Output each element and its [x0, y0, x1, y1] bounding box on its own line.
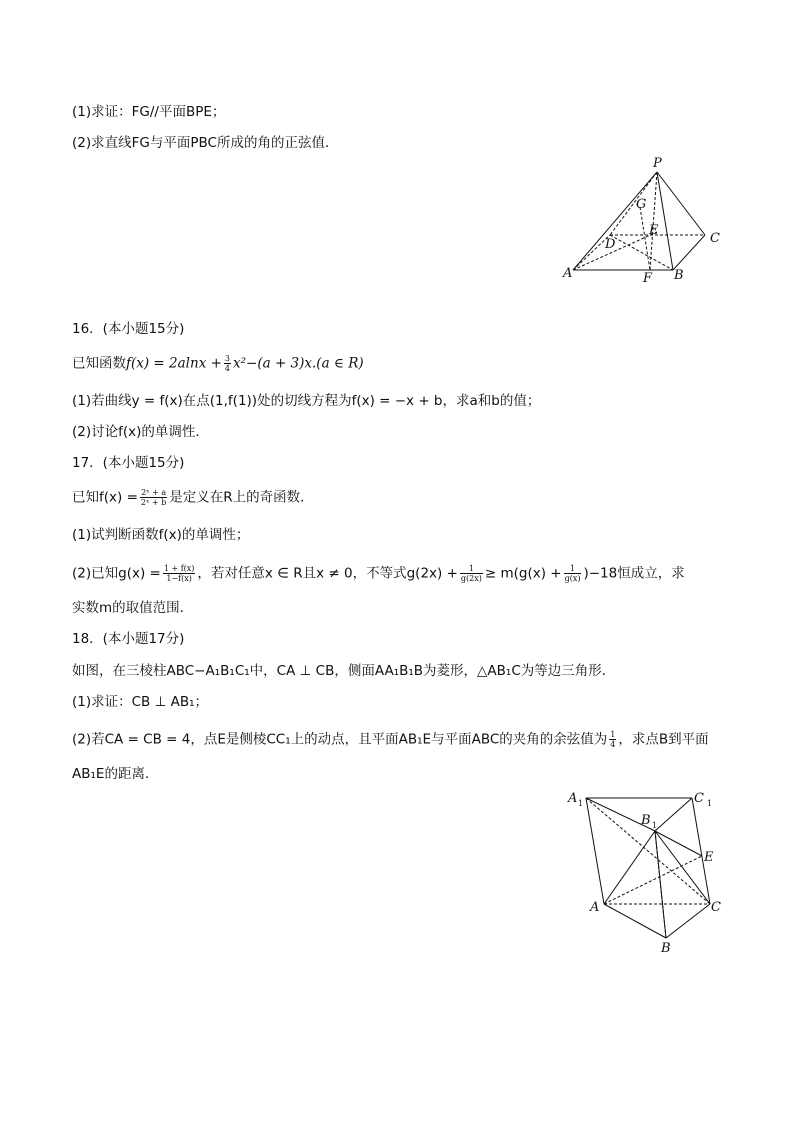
q18-stem: 如图，在三棱柱ABC−A₁B₁C₁中，CA ⊥ CB，侧面AA₁B₁B为菱形，△AB₁C为等边三角形．: [72, 663, 616, 679]
q18-part2-line2: AB₁E的距离．: [72, 766, 159, 782]
label-C1: C: [694, 791, 704, 806]
q15-part1: (1)求证：FG//平面BPE；: [72, 104, 226, 120]
q16-expr-b: x²−(a + 3)x.(a ∈ R): [233, 355, 364, 372]
label-B: B: [661, 941, 671, 956]
pyramid-figure: [555, 152, 730, 287]
q16-fraction: $\frac{3}{4}$: [224, 354, 230, 373]
label-D: D: [605, 237, 616, 252]
q18-header: 18．(本小题17分): [72, 631, 185, 647]
q17-part2-line2: 实数m的取值范围．: [72, 600, 194, 616]
q16-stem-prefix: 已知函数: [72, 355, 126, 372]
label-B: B: [674, 268, 684, 283]
label-A: A: [563, 266, 573, 281]
q17-stem-suffix: 是定义在R上的奇函数．: [169, 489, 314, 506]
q17-stem-prefix: 已知f(x) =: [72, 489, 138, 506]
q17-frac1: $\frac{1 + f(x)}{1-f(x)}$: [163, 564, 195, 583]
q18-part1: (1)求证：CB ⊥ AB₁；: [72, 694, 209, 710]
q17-frac3: $\frac{1}{g(x)}$: [564, 564, 581, 583]
label-C: C: [710, 231, 720, 246]
label-A: A: [590, 900, 600, 915]
label-C1-sub: 1: [707, 799, 713, 808]
q16-header: 16．(本小题15分): [72, 321, 185, 337]
q17-stem: [72, 488, 314, 507]
q18-part2: [72, 730, 709, 749]
q17-part2-c: ≥ m(g(x) +: [484, 565, 562, 582]
label-A1: A: [568, 791, 578, 806]
q18-part2-a: (2)若CA = CB = 4，点E是侧棱CC₁上的动点，且平面AB₁E与平面ABC的夹角的余弦值为: [72, 731, 608, 748]
label-B1: B: [641, 813, 651, 828]
label-E: E: [704, 850, 714, 865]
q16-part2: (2)讨论f(x)的单调性．: [72, 424, 209, 440]
q17-part2-b: ，若对任意x ∈ R且x ≠ 0，不等式g(2x) +: [197, 565, 458, 582]
q17-frac2: $\frac{1}{g(2x)}$: [460, 564, 482, 583]
q16-stem: [72, 354, 364, 373]
q16-expr-a: f(x) = 2alnx +: [126, 355, 222, 372]
label-P: P: [653, 156, 662, 171]
label-E: E: [649, 223, 659, 238]
q17-part2-d: )−18恒成立，求: [583, 565, 685, 582]
label-B1-sub: 1: [652, 821, 658, 830]
q15-part2: (2)求直线FG与平面PBC所成的角的正弦值．: [72, 135, 339, 151]
label-F: F: [643, 271, 653, 286]
q17-fraction: $\frac{\text{2ˣ + a}}{\text{2ˣ + b}}$: [140, 488, 167, 507]
q16-part1: (1)若曲线y = f(x)在点(1,f(1))处的切线方程为f(x) = −x + b，求a和b的值；: [72, 393, 541, 409]
label-G: G: [636, 197, 647, 212]
q17-part2: [72, 564, 685, 583]
q18-fraction: $\frac{1}{4}$: [610, 730, 616, 749]
q18-part2-b: ，求点B到平面: [618, 731, 709, 748]
q17-part1: (1)试判断函数f(x)的单调性；: [72, 527, 250, 543]
label-A1-sub: 1: [578, 799, 584, 808]
q17-header: 17．(本小题15分): [72, 455, 185, 471]
label-C: C: [711, 900, 721, 915]
prism-figure: [560, 786, 730, 958]
q17-part2-a: (2)已知g(x) =: [72, 565, 161, 582]
